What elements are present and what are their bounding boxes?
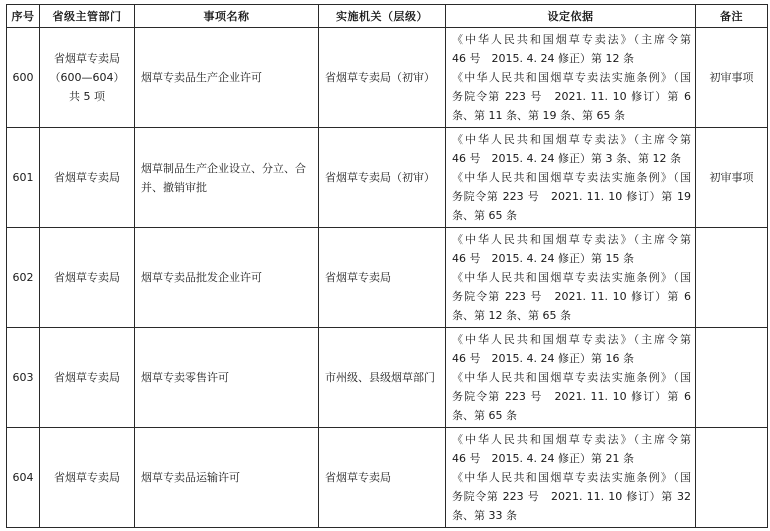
cell-basis xyxy=(446,28,696,128)
cell-dept xyxy=(40,128,135,228)
header-seq: 序号 xyxy=(7,5,40,28)
cell-seq: 602 xyxy=(7,228,40,328)
basis-line: 《中华人民共和国烟草专卖法》（主席令第 xyxy=(452,33,691,46)
header-name: 事项名称 xyxy=(135,5,319,28)
cell-dept xyxy=(40,428,135,528)
cell-seq: 601 xyxy=(7,128,40,228)
cell-agency: 省烟草专卖局 xyxy=(319,228,446,328)
basis-line: 46 号 2015. 4. 24 修正）第 3 条、第 12 条 xyxy=(452,152,681,165)
basis-line: 务院令第 223 号 2021. 11. 10 修订）第 32 xyxy=(452,490,691,503)
basis-line: 条、第 65 条 xyxy=(452,209,517,222)
dept-line: 共 5 项 xyxy=(69,90,105,103)
basis-line: 《中华人民共和国烟草专卖法》（主席令第 xyxy=(452,433,691,446)
table-row xyxy=(7,328,768,428)
cell-note xyxy=(696,428,768,528)
basis-line: 《中华人民共和国烟草专卖法实施条例》（国 xyxy=(452,471,691,484)
table-row xyxy=(7,428,768,528)
cell-seq: 603 xyxy=(7,328,40,428)
basis-line: 《中华人民共和国烟草专卖法实施条例》（国 xyxy=(452,271,691,284)
table-header-row xyxy=(7,5,768,28)
cell-note: 初审事项 xyxy=(696,128,768,228)
cell-item-name: 烟草制品生产企业设立、分立、合并、撤销审批 xyxy=(135,128,319,228)
basis-line: 46 号 2015. 4. 24 修正）第 16 条 xyxy=(452,352,634,365)
cell-dept xyxy=(40,328,135,428)
dept-line: 省烟草专卖局 xyxy=(54,471,120,484)
dept-line: 省烟草专卖局 xyxy=(54,52,120,65)
basis-line: 46 号 2015. 4. 24 修正）第 12 条 xyxy=(452,52,634,65)
cell-basis xyxy=(446,128,696,228)
cell-agency: 市州级、县级烟草部门 xyxy=(319,328,446,428)
header-agency: 实施机关（层级） xyxy=(319,5,446,28)
cell-note xyxy=(696,328,768,428)
table-row xyxy=(7,228,768,328)
cell-basis xyxy=(446,228,696,328)
dept-line: 省烟草专卖局 xyxy=(54,171,120,184)
basis-line: 《中华人民共和国烟草专卖法》（主席令第 xyxy=(452,333,691,346)
dept-line: 省烟草专卖局 xyxy=(54,271,120,284)
header-dept: 省级主管部门 xyxy=(40,5,135,28)
licensing-items-table xyxy=(6,4,768,528)
table-row xyxy=(7,128,768,228)
cell-seq: 600 xyxy=(7,28,40,128)
cell-seq: 604 xyxy=(7,428,40,528)
basis-line: 《中华人民共和国烟草专卖法实施条例》（国 xyxy=(452,71,691,84)
cell-basis xyxy=(446,428,696,528)
basis-line: 《中华人民共和国烟草专卖法》（主席令第 xyxy=(452,233,691,246)
table-row xyxy=(7,28,768,128)
basis-line: 《中华人民共和国烟草专卖法实施条例》（国 xyxy=(452,171,691,184)
document-page xyxy=(6,4,768,528)
cell-dept xyxy=(40,28,135,128)
basis-line: 《中华人民共和国烟草专卖法实施条例》（国 xyxy=(452,371,691,384)
cell-agency: 省烟草专卖局 xyxy=(319,428,446,528)
basis-line: 务院令第 223 号 2021. 11. 10 修订）第 6 xyxy=(452,90,691,103)
basis-line: 46 号 2015. 4. 24 修正）第 15 条 xyxy=(452,252,634,265)
cell-agency: 省烟草专卖局（初审） xyxy=(319,128,446,228)
header-basis: 设定依据 xyxy=(446,5,696,28)
cell-agency: 省烟草专卖局（初审） xyxy=(319,28,446,128)
cell-note: 初审事项 xyxy=(696,28,768,128)
cell-note xyxy=(696,228,768,328)
basis-line: 务院令第 223 号 2021. 11. 10 修订）第 6 xyxy=(452,290,691,303)
cell-item-name: 烟草专卖品运输许可 xyxy=(135,428,319,528)
basis-line: 条、第 33 条 xyxy=(452,509,517,522)
cell-dept xyxy=(40,228,135,328)
cell-item-name: 烟草专卖零售许可 xyxy=(135,328,319,428)
cell-item-name: 烟草专卖品批发企业许可 xyxy=(135,228,319,328)
cell-item-name: 烟草专卖品生产企业许可 xyxy=(135,28,319,128)
basis-line: 务院令第 223 号 2021. 11. 10 修订）第 6 xyxy=(452,390,691,403)
cell-basis xyxy=(446,328,696,428)
basis-line: 《中华人民共和国烟草专卖法》（主席令第 xyxy=(452,133,691,146)
dept-line: 省烟草专卖局 xyxy=(54,371,120,384)
header-note: 备注 xyxy=(696,5,768,28)
basis-line: 条、第 12 条、第 65 条 xyxy=(452,309,571,322)
basis-line: 46 号 2015. 4. 24 修正）第 21 条 xyxy=(452,452,634,465)
basis-line: 条、第 65 条 xyxy=(452,409,517,422)
basis-line: 务院令第 223 号 2021. 11. 10 修订）第 19 xyxy=(452,190,691,203)
basis-line: 条、第 11 条、第 19 条、第 65 条 xyxy=(452,109,625,122)
dept-line: （600—604） xyxy=(49,71,125,84)
